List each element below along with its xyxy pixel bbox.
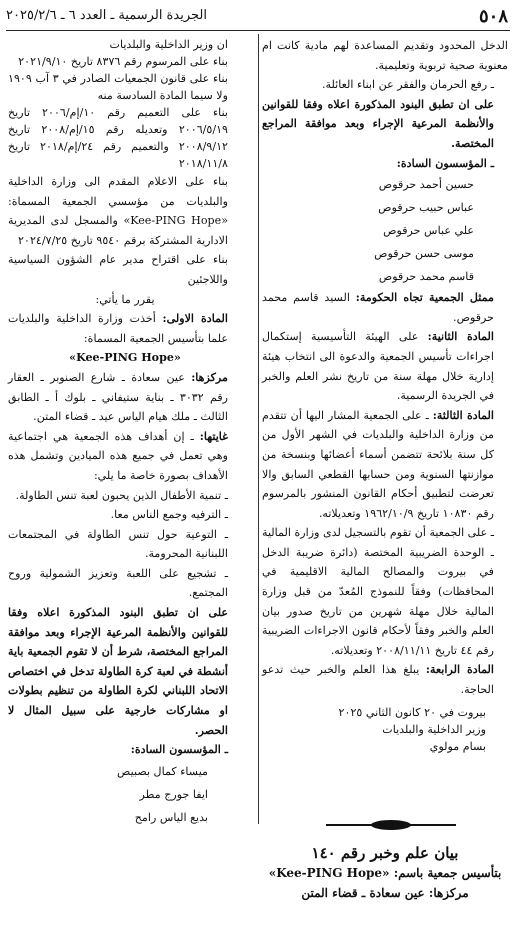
left-column — [8, 36, 242, 829]
founder-name: علي عباس حرقوص — [383, 224, 474, 238]
article-3 — [262, 406, 508, 524]
section-separator — [326, 818, 456, 832]
article-4 — [262, 660, 508, 699]
founder-name: حسين أحمد حرقوص — [378, 178, 474, 192]
notice-subtitle: بتأسيس جمعية باسم: «Kee-PING Hope» — [268, 866, 502, 880]
article-text: ـ على الجمعية المشار اليها أن تتقدم من وزارة الداخلية والبلديات في الشهر الأول من كل سنة بلائحة تتضمن أسماء أعضائها وبنسخة من موازنتها السنوية ومن حسابها القطعي السابق والا تعرضت لتطبيق أحكام القانون المنشور بالمرسوم رقم ١٠٨٣٠ تاريخ ١٩٦٢/١٠/٩ وتعديلاته. — [262, 408, 494, 520]
goal-item: ـ التوعية حول تنس الطاولة في المجتمعات اللبنانية المحرومة. — [8, 527, 228, 561]
goal-item: ـ تنمية الأطفال الذين يحبون لعبة تنس الطاولة. — [15, 488, 228, 502]
founder-name: موسى حسن حرقوص — [374, 247, 474, 261]
founders-list — [262, 173, 508, 288]
article-label: المادة الرابعة: — [425, 663, 494, 677]
founders-list — [8, 760, 242, 829]
paragraph: بناء على الاعلام المقدم الى وزارة الداخلية والبلديات من مؤسسي الجمعية المسماة: «Kee-PING Hope» والمسجل لدى المديرية الادارية المشتركة برقم ٩٥٤٠ تاريخ ٢٠٢٤/٧/٢٥ — [8, 175, 228, 247]
article-label: المادة الثانية: — [427, 330, 494, 344]
article-3-continued: ـ على الجمعية أن تقوم بالتسجيل لدى وزارة المالية ـ الوحدة الضريبية المختصة (دائرة ضريبة الدخل في بيروت والمصالح المالية الاقليمية في المحافظات) وفقاً للنموذج المُعدّ من قبل وزارة المالية خلال مهلة شهرين من تاريخ صدور بيان العلم والخبر وفقاً لأحكام قانون الاجراءات الضريبية رقم ٤٤ تاريخ ٢٠٠٨/١١/١١ وتعديلاته. — [262, 526, 494, 657]
article-label: المادة الاولى: — [162, 312, 229, 326]
article-text: أخذت وزارة الداخلية والبلديات علما بتأسيس الجمعية المسماة: — [8, 312, 228, 345]
article-text: على الهيئة التأسيسية إستكمال اجراءات تأسيس الجمعية والدعوة الى انتخاب هيئة إدارية خلال مهلة سنة من تاريخ نشر العلم والخبر في الجريدة الرسمية. — [262, 330, 494, 403]
article-label: المادة الثالثة: — [432, 408, 494, 422]
goal-item: ـ تشجيع على اللعبة وتعزيز الشمولية وروح المجتمع. — [8, 566, 228, 600]
signature-name: بسام مولوي — [429, 739, 486, 753]
signature-date: بيروت في ٢٠ كانون الثاني ٢٠٢٥ — [338, 705, 486, 719]
paragraph: بناء على التعميم رقم ١٠/إم/٢٠٠٦ تاريخ ٢٠٠٦/٥/١٩ وتعديله رقم ١٥/إم/٢٠٠٨ تاريخ ٢٠٠٨/٩/١٢ والتعميم رقم ٢٤/إم/٢٠١٨ تاريخ ٢٠١٨/١١/٨ — [8, 106, 229, 170]
article-1 — [8, 309, 242, 348]
seat-paragraph — [8, 368, 242, 427]
founders-label: ـ المؤسسون السادة: — [396, 156, 494, 170]
seat-text: عين سعادة ـ شارع الصنوبر ـ العقار رقم ٣٠٣٢ ـ بناية ستيفاني ـ بلوك أ ـ الطابق الثالث ـ ملك هيام الياس عيد ـ قضاء المتن. — [8, 370, 228, 424]
association-name: «Kee-PING Hope» — [69, 351, 181, 365]
founder-name: ميساء كمال بصبيص — [117, 764, 208, 778]
goals-text: ـ إن أهداف هذه الجمعية هي اجتماعية وهي تعمل في جميع هذه الميادين وتشمل هذه الأهداف بصورة خاصة ما يلي: — [8, 429, 228, 482]
notice-header — [262, 843, 508, 903]
decides-heading: يقرر ما يأتي: — [95, 292, 155, 306]
notice-title: بيان علم وخبر رقم ١٤٠ — [311, 844, 459, 862]
gov-rep-label: ممثل الجمعية تجاه الحكومة: — [355, 291, 494, 305]
gov-rep-value: السيد قاسم محمد حرقوص. — [262, 291, 494, 324]
goals-paragraph — [8, 427, 242, 486]
page-number: ٥٠٨ — [478, 6, 508, 27]
article-text: يبلغ هذا العلم والخبر حيث تدعو الحاجة. — [262, 663, 494, 697]
goals-label: غايتها: — [199, 429, 228, 443]
founder-name: بديع الياس رامح — [134, 810, 208, 824]
founder-name: ايفا جورج مطر — [139, 787, 208, 801]
gov-representative — [262, 288, 508, 327]
founders-label: ـ المؤسسون السادة: — [130, 743, 228, 757]
founder-name: عباس حبيب حرقوص — [378, 201, 474, 215]
page-header — [6, 6, 508, 28]
paragraph: بناء على المرسوم رقم ٨٣٧٦ تاريخ ٢٠٢١/٩/١٠ — [18, 55, 228, 68]
seat-label: مركزها: — [191, 370, 228, 384]
article-2 — [262, 327, 508, 405]
separator-ornament — [371, 820, 411, 830]
signature-block — [262, 704, 508, 755]
paragraph: الدخل المحدود وتقديم المساعدة لهم مادية كانت ام معنوية صحية تربوية وتعليمية. — [262, 39, 508, 72]
conditions-paragraph: على ان تطبق البنود المذكورة اعلاه وفقا للقوانين والأنظمة المرعية الإجراء وبعد موافقة المراجع المختصة، شرط أن لا تقوم الجمعية باية أنشطة في لعبة كرة الطاولة تدخل في اختصاص الاتحاد اللبناني لكرة الطاولة من تنظيم بطولات او مشاركات خارجية على سبيل المثال لا الحصر. — [8, 606, 228, 737]
founder-name: قاسم محمد حرقوص — [378, 270, 474, 284]
notice-seat: مركزها: عين سعادة ـ قضاء المتن — [301, 886, 469, 900]
goal-item: ـ الترفيه وجمع الناس معا. — [110, 508, 228, 522]
paragraph: بناء على قانون الجمعيات الصادر في ٣ آب ١٩٠٩ ولا سيما المادة السادسة منه — [8, 72, 228, 102]
gazette-title: الجريدة الرسمية ـ العدد ٦ ـ ٢٠٢٥/٢/٦ — [6, 8, 207, 23]
paragraph: بناء على اقتراح مدير عام الشؤون السياسية واللاجئين — [8, 253, 228, 286]
signature-title: وزير الداخلية والبلديات — [382, 722, 486, 736]
column-divider — [258, 34, 259, 824]
paragraph: ان وزير الداخلية والبلديات — [109, 38, 228, 51]
conditions-paragraph: على ان تطبق البنود المذكورة اعلاه وفقا للقوانين والأنظمة المرعية الإجراء وبعد موافقة المراجع المختصة. — [262, 97, 494, 150]
right-column — [262, 36, 508, 755]
paragraph: ـ رفع الحرمان والفقر عن ابناء العائلة. — [322, 78, 494, 92]
header-rule — [6, 30, 510, 31]
